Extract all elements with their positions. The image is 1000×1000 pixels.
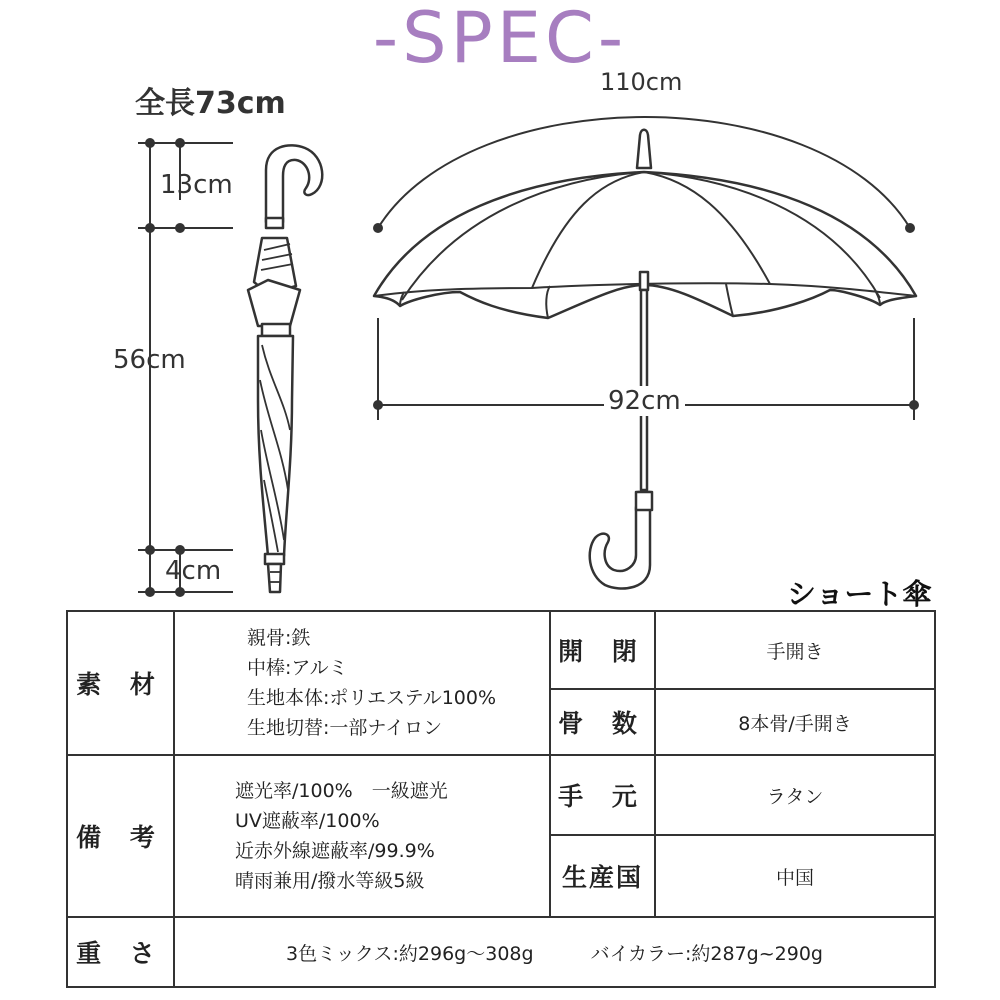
handle-header: 手 元	[550, 755, 655, 835]
weight-value: 3色ミックス:約296g～308g バイカラー:約287g~290g	[174, 917, 935, 987]
notes-line: UV遮蔽率/100%	[235, 810, 380, 832]
notes-line: 近赤外線遮蔽率/99.9%	[235, 840, 435, 862]
opening-header: 開 閉	[550, 611, 655, 689]
notes-cell	[174, 755, 550, 917]
product-type-label: ショート傘	[787, 577, 932, 611]
notes-header: 備 考	[67, 755, 174, 917]
opening-value: 手開き	[655, 611, 935, 689]
notes-line: 遮光率/100% 一級遮光	[235, 780, 448, 802]
handle-value: ラタン	[655, 755, 935, 835]
weight-header: 重 さ	[67, 917, 174, 987]
ribs-header: 骨 数	[550, 689, 655, 755]
spec-table	[66, 610, 936, 988]
material-line: 親骨:鉄	[247, 627, 311, 649]
tip-length-label: 4cm	[165, 556, 222, 586]
spec-title: -SPEC-	[372, 0, 628, 79]
material-line: 生地切替:一部ナイロン	[247, 717, 443, 739]
material-line: 生地本体:ポリエステル100%	[247, 687, 497, 709]
origin-value: 中国	[655, 835, 935, 917]
material-cell	[174, 611, 550, 755]
origin-header: 生産国	[550, 835, 655, 917]
material-line: 中棒:アルミ	[247, 657, 348, 679]
closed-umbrella	[248, 145, 322, 592]
ribs-value: 8本骨/手開き	[655, 689, 935, 755]
handle-length-label: 13cm	[160, 170, 233, 200]
canopy-arc-label: 110cm	[600, 68, 683, 96]
notes-line: 晴雨兼用/撥水等級5級	[235, 870, 425, 892]
total-length-label: 全長73cm	[135, 86, 286, 121]
material-header: 素 材	[67, 611, 174, 755]
canopy-diameter-label: 92cm	[604, 386, 685, 416]
body-length-label: 56cm	[113, 345, 186, 375]
